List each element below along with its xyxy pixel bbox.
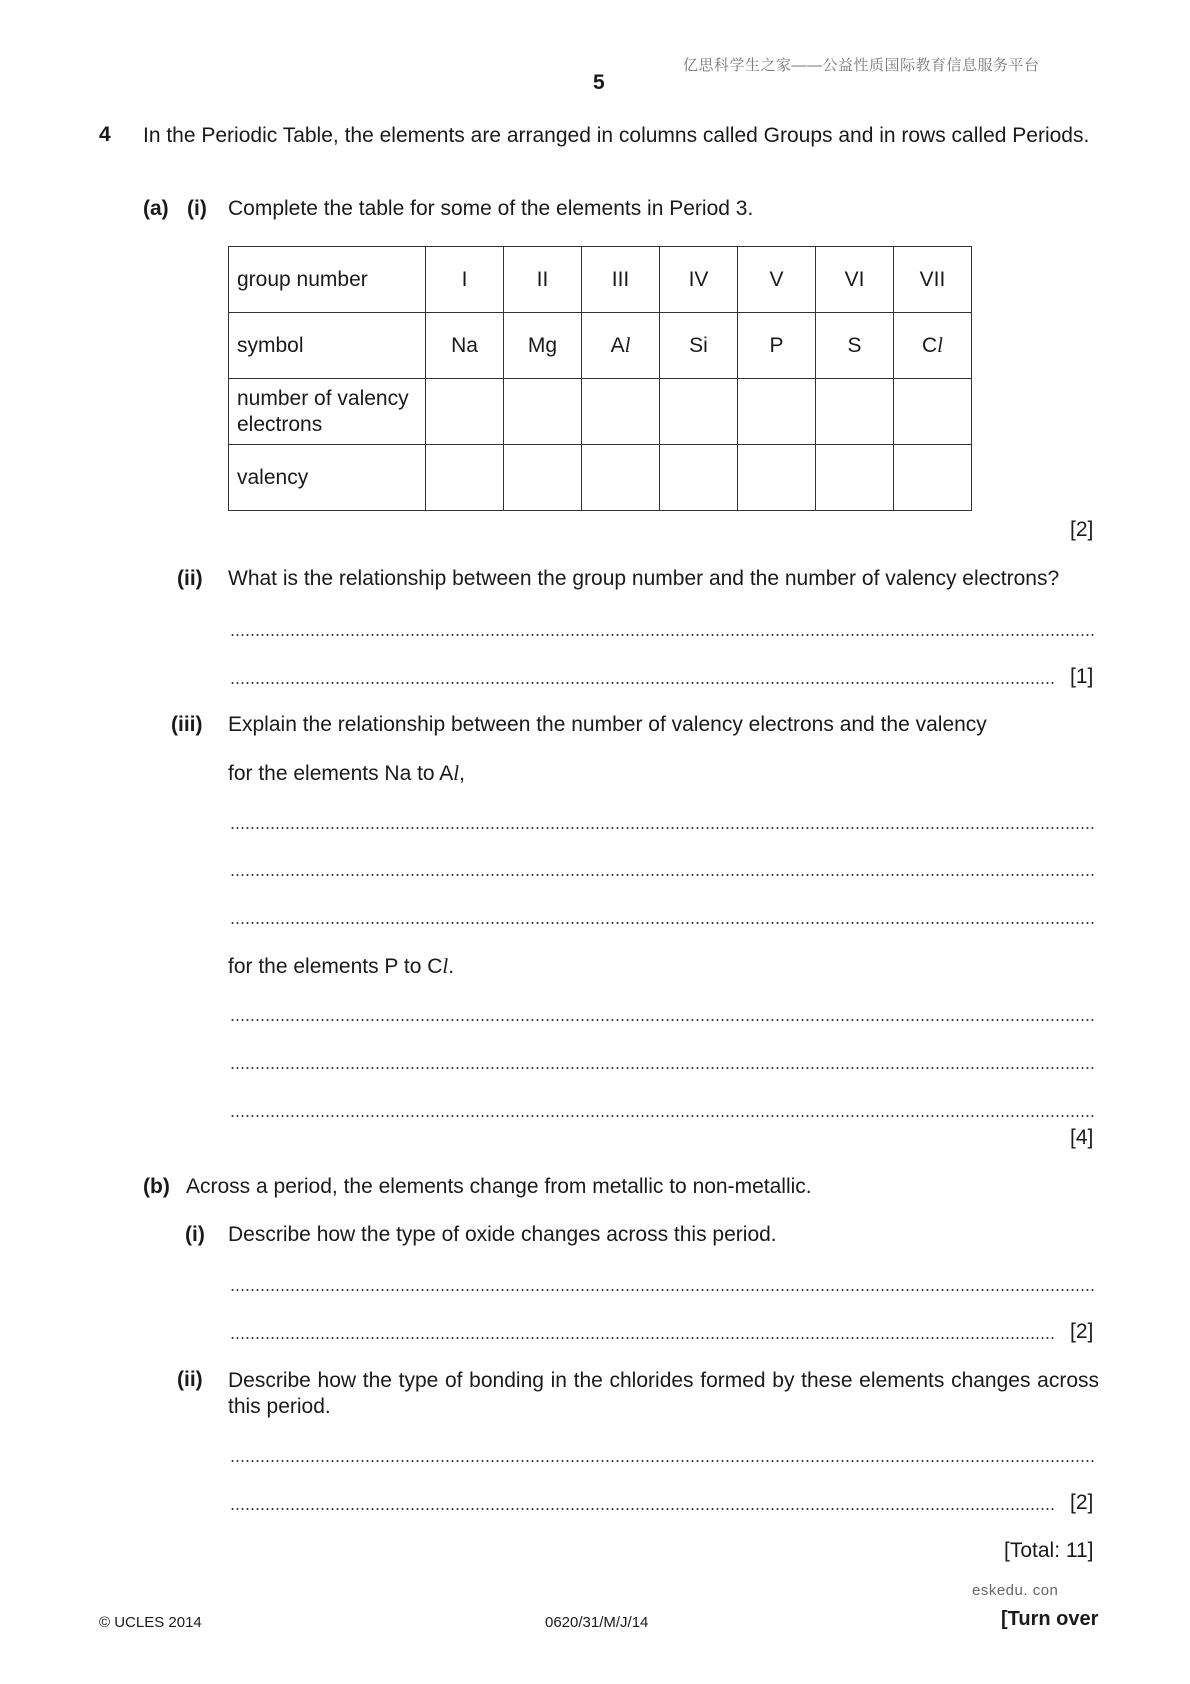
answer-cell[interactable] <box>738 379 816 445</box>
table-row-symbol <box>229 313 972 379</box>
part-a-iii-text: Explain the relationship between the number of valency electrons and the valency <box>228 713 987 736</box>
answer-line[interactable] <box>230 922 1096 924</box>
turn-over: [Turn over <box>1001 1608 1099 1630</box>
group-cell: I <box>426 247 504 313</box>
part-a-ii-text: What is the relationship between the group number and the number of valency electrons? <box>228 567 1060 590</box>
answer-line[interactable] <box>230 827 1096 829</box>
question-number: 4 <box>99 123 111 146</box>
group-cell: II <box>504 247 582 313</box>
answer-cell[interactable] <box>660 379 738 445</box>
group-cell: III <box>582 247 660 313</box>
table-row-valency <box>229 445 972 511</box>
question-intro: In the Periodic Table, the elements are arranged in columns called Groups and in rows called Periods. <box>143 124 1090 147</box>
page-number: 5 <box>593 71 605 94</box>
part-a-label: (a) <box>143 197 169 220</box>
symbol-cell: P <box>738 313 816 379</box>
row-label-valency-electrons: number of valency electrons <box>229 379 426 445</box>
answer-line[interactable] <box>230 1067 1096 1069</box>
part-a-iii-label: (iii) <box>171 713 203 736</box>
answer-line[interactable] <box>230 1115 1096 1117</box>
part-b-text: Across a period, the elements change from metallic to non-metallic. <box>186 1175 812 1198</box>
answer-cell[interactable] <box>426 445 504 511</box>
part-b-label: (b) <box>143 1175 170 1198</box>
group-cell: VII <box>894 247 972 313</box>
answer-cell[interactable] <box>816 445 894 511</box>
symbol-cell: Cl <box>894 313 972 379</box>
table-row-group <box>229 247 972 313</box>
answer-cell[interactable] <box>738 445 816 511</box>
part-a-iii-sub1: for the elements Na to Al, <box>228 761 465 785</box>
answer-cell[interactable] <box>894 379 972 445</box>
header-watermark: 亿思科学生之家——公益性质国际教育信息服务平台 <box>683 57 1040 74</box>
group-cell: V <box>738 247 816 313</box>
marks-a-ii: [1] <box>1070 665 1094 688</box>
period-3-table <box>228 246 972 511</box>
answer-line[interactable] <box>230 1337 1056 1339</box>
part-b-ii-label: (ii) <box>177 1368 203 1391</box>
answer-line[interactable] <box>230 682 1056 684</box>
symbol-cell: Si <box>660 313 738 379</box>
marks-a-i: [2] <box>1070 518 1094 541</box>
answer-cell[interactable] <box>504 445 582 511</box>
part-a-i-text: Complete the table for some of the elements in Period 3. <box>228 197 754 220</box>
row-label-symbol: symbol <box>229 313 426 379</box>
symbol-cell: S <box>816 313 894 379</box>
symbol-cell: Na <box>426 313 504 379</box>
group-cell: VI <box>816 247 894 313</box>
answer-line[interactable] <box>230 874 1096 876</box>
answer-cell[interactable] <box>582 445 660 511</box>
footer-paper-code: 0620/31/M/J/14 <box>545 1614 649 1631</box>
marks-b-ii: [2] <box>1070 1491 1094 1514</box>
footer-copyright: © UCLES 2014 <box>99 1614 202 1631</box>
answer-line[interactable] <box>230 1019 1096 1021</box>
row-label-valency: valency <box>229 445 426 511</box>
answer-cell[interactable] <box>426 379 504 445</box>
group-cell: IV <box>660 247 738 313</box>
answer-cell[interactable] <box>894 445 972 511</box>
footer-watermark: eskedu. con <box>972 1582 1059 1599</box>
part-b-ii-text: Describe how the type of bonding in the chlorides formed by these elements changes across this period. <box>228 1369 1099 1418</box>
answer-line[interactable] <box>230 1508 1056 1510</box>
answer-cell[interactable] <box>504 379 582 445</box>
part-a-i-label: (i) <box>187 197 207 220</box>
total-marks: [Total: 11] <box>1004 1539 1094 1562</box>
answer-line[interactable] <box>230 1289 1096 1291</box>
answer-cell[interactable] <box>582 379 660 445</box>
part-a-ii-label: (ii) <box>177 567 203 590</box>
part-a-iii-sub2: for the elements P to Cl. <box>228 954 455 978</box>
part-b-i-label: (i) <box>185 1223 205 1246</box>
answer-cell[interactable] <box>816 379 894 445</box>
table-row-valency-electrons <box>229 379 972 445</box>
marks-a-iii: [4] <box>1070 1126 1094 1149</box>
symbol-cell: Mg <box>504 313 582 379</box>
answer-cell[interactable] <box>660 445 738 511</box>
marks-b-i: [2] <box>1070 1320 1094 1343</box>
symbol-cell: Al <box>582 313 660 379</box>
part-b-i-text: Describe how the type of oxide changes across this period. <box>228 1223 777 1246</box>
answer-line[interactable] <box>230 634 1096 636</box>
answer-line[interactable] <box>230 1460 1096 1462</box>
row-label-group: group number <box>229 247 426 313</box>
